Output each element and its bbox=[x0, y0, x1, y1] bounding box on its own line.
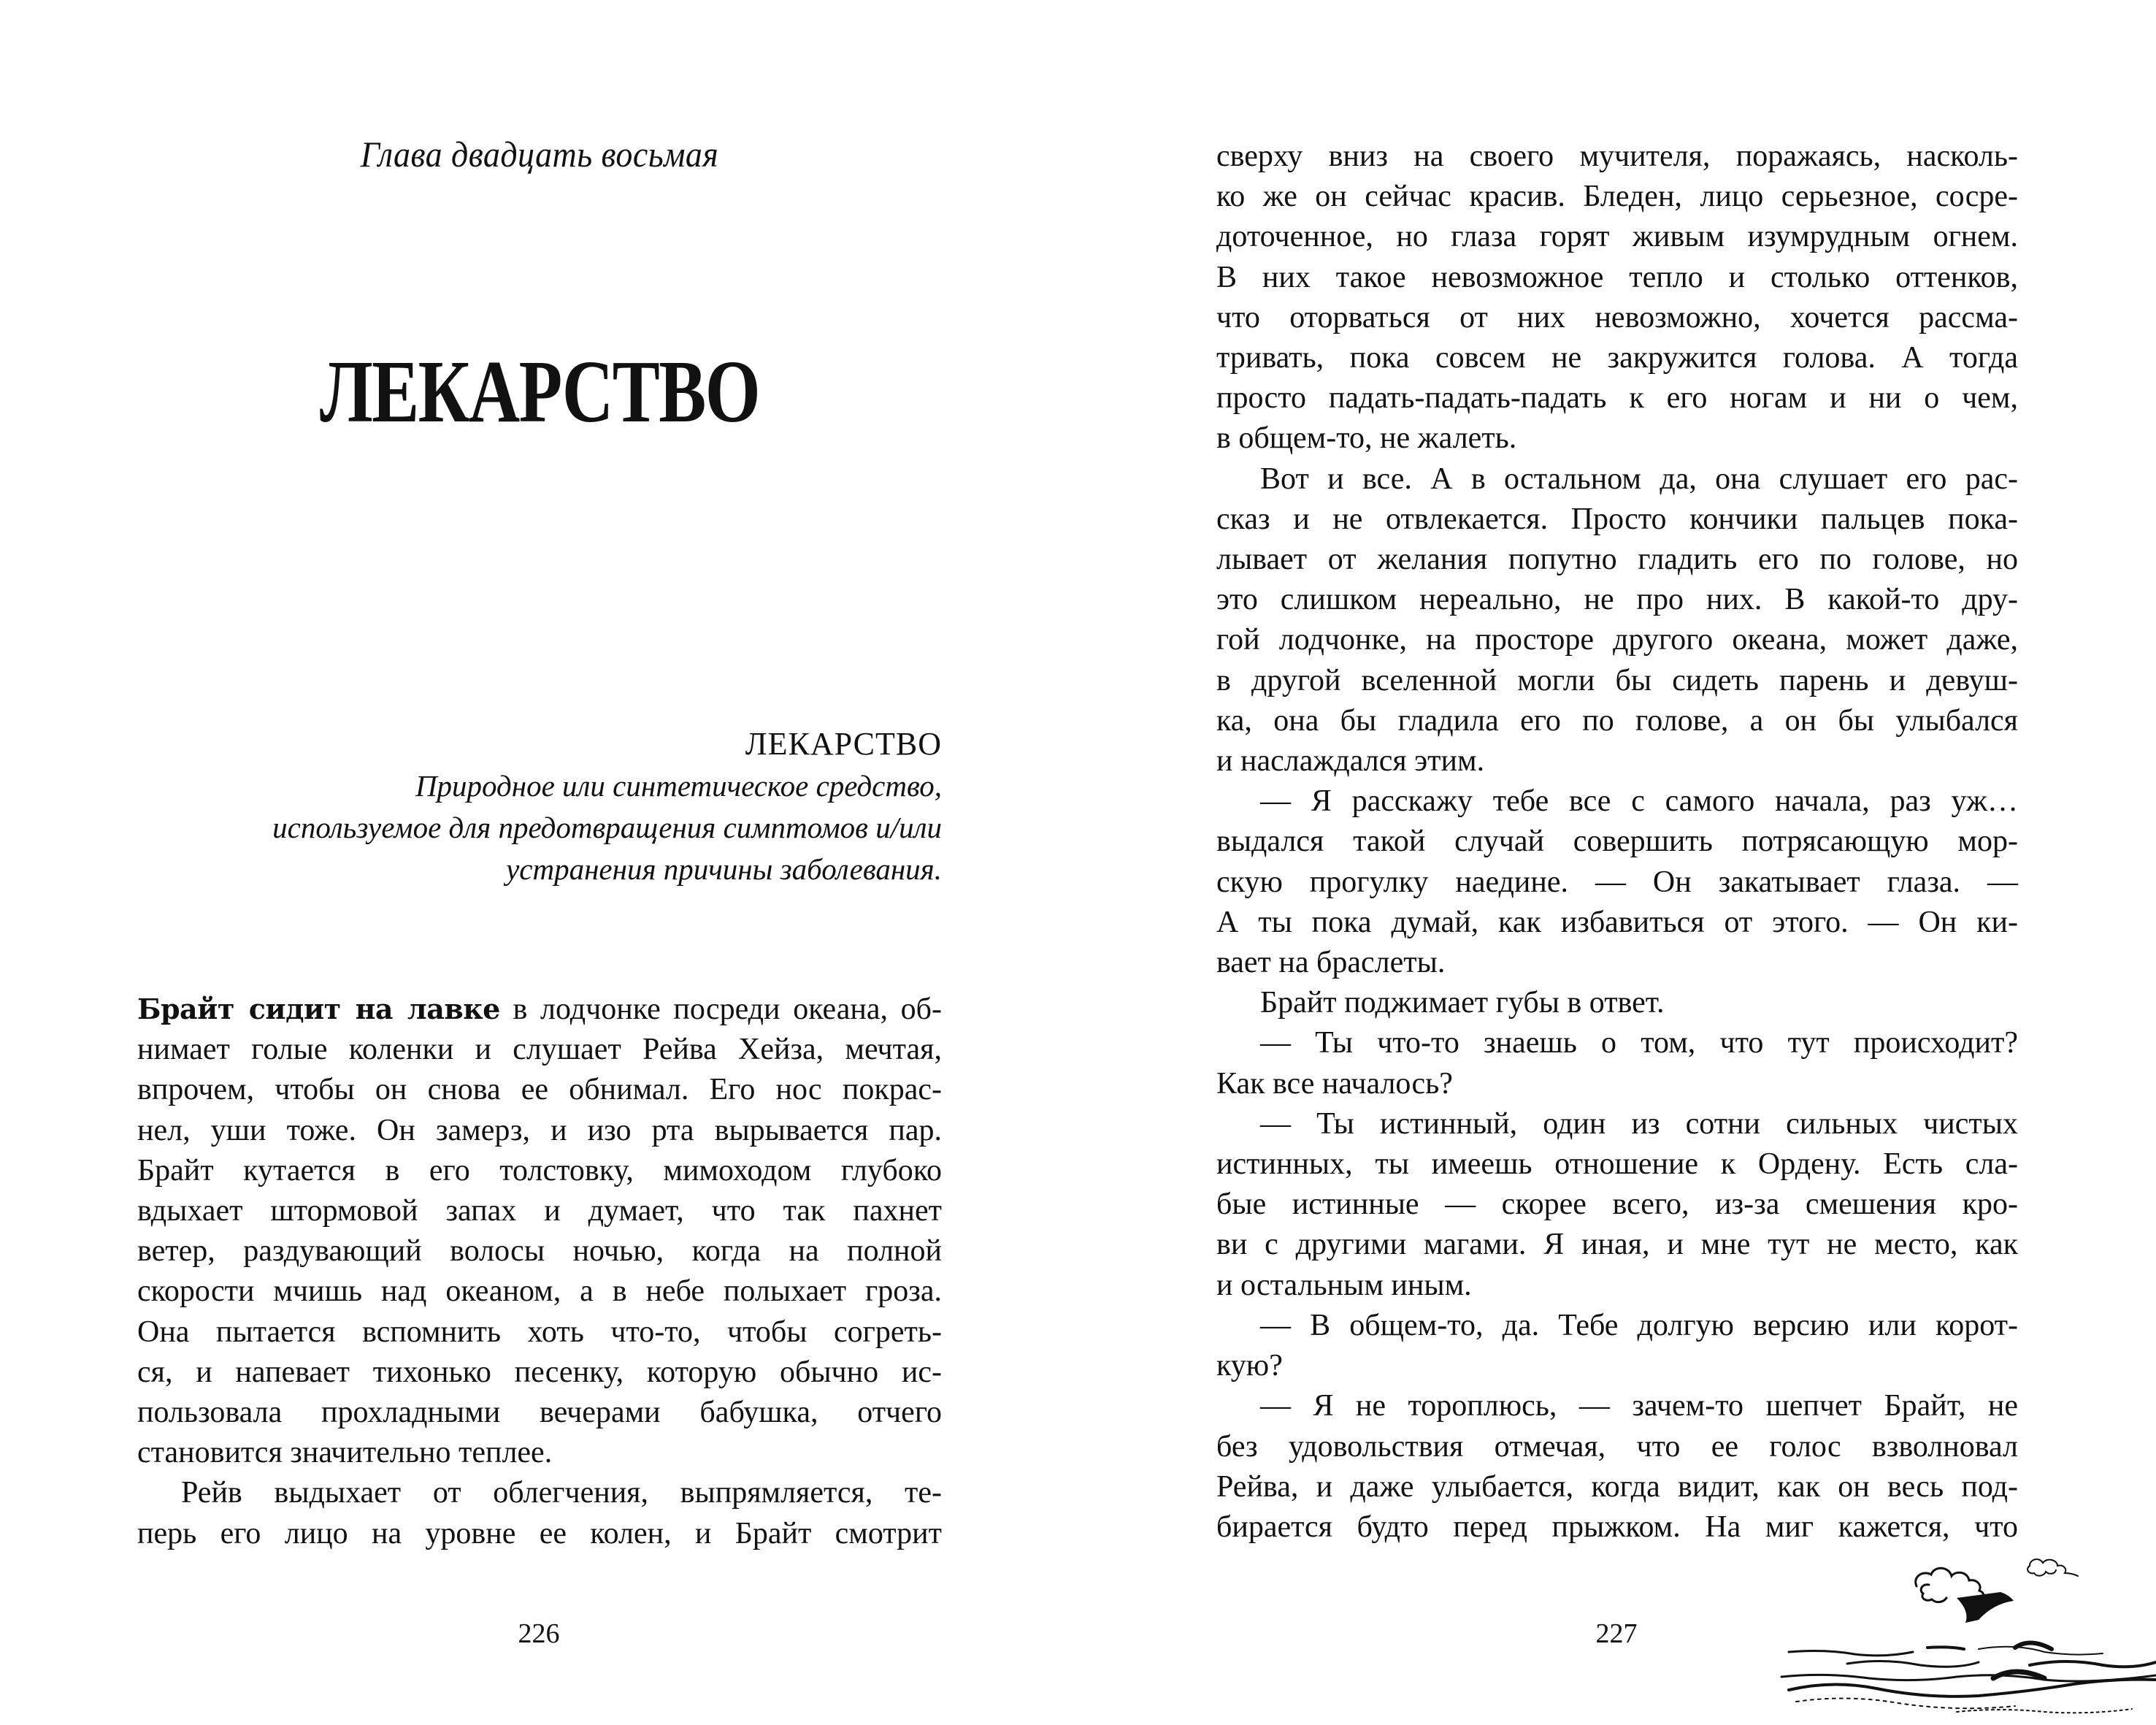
chapter-label: Глава двадцать восьмая bbox=[360, 134, 719, 175]
text-line: нимает голые коленки и слушает Рейва Хейза, мечтая, bbox=[137, 1033, 942, 1067]
epigraph bbox=[219, 723, 942, 890]
text-line: доточенное, но глаза горят живым изумрудным огнем. bbox=[1216, 220, 2018, 254]
text-line: впрочем, чтобы он снова ее обнимал. Его нос покрас- bbox=[137, 1073, 942, 1107]
chapter-title: ЛЕКАРСТВО bbox=[319, 343, 760, 441]
text-line: Брайт сидит на лавке в лодчонке посреди океана, об- bbox=[137, 992, 942, 1026]
text-line: — Я не тороплюсь, — зачем-то шепчет Брайт, не bbox=[1260, 1389, 2018, 1423]
page-number: 226 bbox=[518, 1618, 560, 1649]
left-body-text bbox=[137, 989, 942, 1554]
text-line: Рейва, и даже улыбается, когда видит, как он весь под- bbox=[1216, 1469, 2018, 1504]
text-line: Вот и все. А в остальном да, она слушает его рас- bbox=[1260, 462, 2018, 496]
ocean-illustration-icon bbox=[1738, 1556, 2156, 1725]
text-line: Брайт кутается в его толстовку, мимоходом глубоко bbox=[137, 1153, 942, 1187]
text-line: без удовольствия отмечая, что ее голос взволновал bbox=[1216, 1429, 2018, 1464]
text-line: в общем-то, не жалеть. bbox=[1216, 421, 1517, 456]
text-line: лывает от желания попутно гладить его по голове, но bbox=[1216, 543, 2018, 577]
text-line: скорости мчишь над океаном, а в небе полыхает гроза. bbox=[137, 1274, 942, 1309]
text-line: ся, и напевает тихонько песенку, которую обычно ис- bbox=[137, 1355, 942, 1389]
text-line: что оторваться от них невозможно, хочется рассма- bbox=[1216, 300, 2018, 334]
text-line: вает на браслеты. bbox=[1216, 946, 1446, 980]
page-number: 227 bbox=[1595, 1618, 1638, 1649]
right-body-text bbox=[1216, 137, 2018, 1548]
text-line: В них такое невозможное тепло и столько оттенков, bbox=[1216, 260, 2018, 294]
text-line: пользовала прохладными вечерами бабушка, отчего bbox=[137, 1396, 942, 1430]
text-line: бирается будто перед прыжком. На миг кажется, что bbox=[1216, 1510, 2018, 1544]
lead-in: Брайт сидит на лавке bbox=[137, 992, 500, 1025]
text-line: ко же он сейчас красив. Бледен, лицо серьезное, сосре- bbox=[1216, 180, 2018, 214]
text-line: в другой вселенной могли бы сидеть парень и девуш- bbox=[1216, 663, 2018, 697]
text-line: истинных, ты имеешь отношение к Ордену. Есть сла- bbox=[1216, 1147, 2018, 1182]
text-line: — Ты что-то знаешь о том, что тут происходит? bbox=[1260, 1026, 2018, 1060]
epigraph-term: ЛЕКАРСТВО bbox=[745, 726, 942, 762]
text-line: ви с другими магами. Я иная, и мне тут не место, как bbox=[1216, 1228, 2018, 1262]
text-line: становится значительно теплее. bbox=[137, 1436, 553, 1470]
text-line: вдыхает штормовой запах и думает, что так пахнет bbox=[137, 1194, 942, 1228]
text-line: ветер, раздувающий волосы ночью, когда на полной bbox=[137, 1234, 942, 1269]
text-line: ка, она бы гладила его по голове, а он бы улыбался bbox=[1216, 703, 2018, 738]
text-line: Рейв выдыхает от облегчения, выпрямляется, те- bbox=[181, 1476, 942, 1510]
text-line: Брайт поджимает губы в ответ. bbox=[1260, 986, 1665, 1020]
text-line: тривать, пока совсем не закружится голова. А тогда bbox=[1216, 341, 2018, 375]
text-line: сверху вниз на своего мучителя, поражаясь, насколь- bbox=[1216, 139, 2018, 173]
text-line: сказ и не отвлекается. Просто кончики пальцев пока- bbox=[1216, 502, 2018, 536]
text-line: и остальным иным. bbox=[1216, 1268, 1472, 1302]
epigraph-definition-line: используемое для предотвращения симптомов и/или bbox=[272, 811, 942, 844]
text-line: — Ты истинный, один из сотни сильных чистых bbox=[1260, 1106, 2018, 1141]
text-line: бые истинные — скорее всего, из-за смешения кро- bbox=[1216, 1187, 2018, 1222]
right-page bbox=[1078, 0, 2156, 1725]
text-line: нел, уши тоже. Он замерз, и изо рта вырывается пар. bbox=[137, 1113, 942, 1147]
text-line: гой лодчонке, на просторе другого океана, может даже, bbox=[1216, 623, 2018, 657]
text-line: перь его лицо на уровне ее колен, и Брайт смотрит bbox=[137, 1516, 942, 1550]
text-line: просто падать-падать-падать к его ногам и ни о чем, bbox=[1216, 381, 2018, 416]
text-line: Она пытается вспомнить хоть что-то, чтобы согреть- bbox=[137, 1315, 942, 1349]
text-line: Как все началось? bbox=[1216, 1066, 1453, 1101]
text-line: кую? bbox=[1216, 1349, 1283, 1383]
text-line: — Я расскажу тебе все с самого начала, раз уж… bbox=[1260, 784, 2018, 819]
text-line: и наслаждался этим. bbox=[1216, 744, 1485, 779]
text-line: выдался такой случай совершить потрясающую мор- bbox=[1216, 825, 2018, 859]
text-line: скую прогулку наедине. — Он закатывает глаза. — bbox=[1216, 865, 2018, 899]
text-line: А ты пока думай, как избавиться от этого. — Он ки- bbox=[1216, 905, 2018, 939]
epigraph-definition-line: устранения причины заболевания. bbox=[506, 852, 942, 886]
text-line: — В общем-то, да. Тебе долгую версию или корот- bbox=[1260, 1308, 2018, 1342]
epigraph-definition-line: Природное или синтетическое средство, bbox=[415, 769, 942, 803]
text-line: это слишком нереально, не про них. В какой-то дру- bbox=[1216, 583, 2018, 617]
